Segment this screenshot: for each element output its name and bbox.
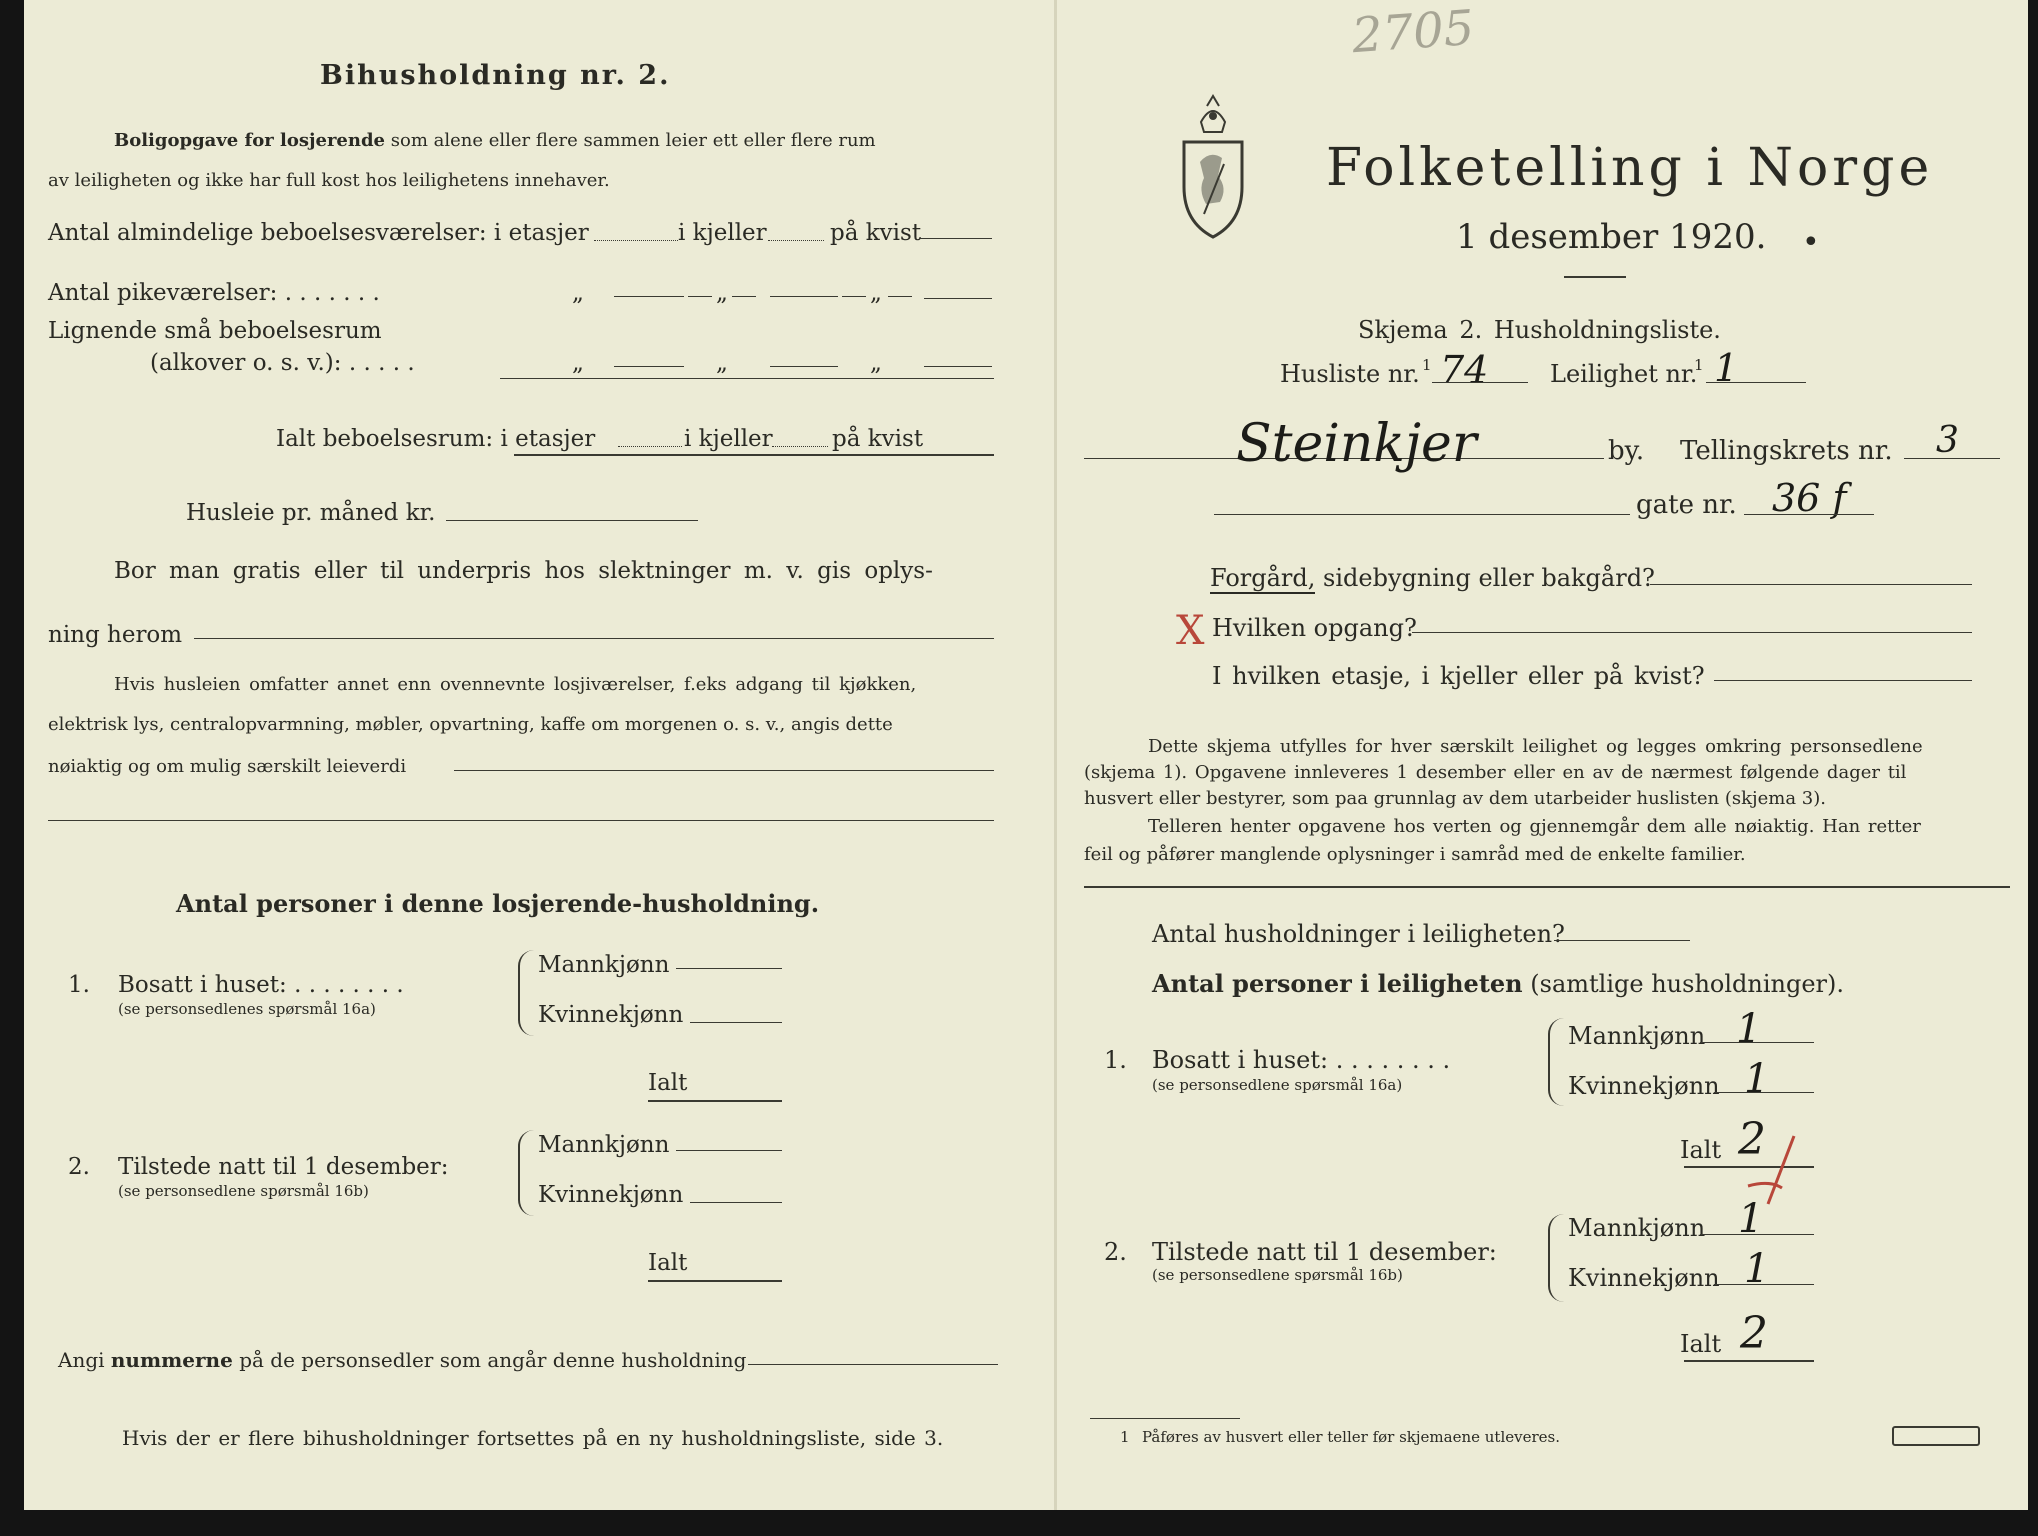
angi-pre: Angi: [58, 1348, 105, 1372]
lign-line-1: [614, 366, 684, 367]
left-q2-ialt-label: Ialt: [648, 1250, 688, 1276]
gratis-line-2: ning herom: [48, 622, 183, 648]
right-q1-kvinne-value: 1: [1744, 1056, 1770, 1102]
printer-stamp: [1892, 1426, 1980, 1446]
left-q2-ialt-line: [648, 1280, 782, 1282]
lign-ditto-2: „: [716, 350, 728, 376]
forgard-fill-line: [1650, 584, 1972, 585]
ialt-kvist-label: på kvist: [832, 426, 924, 452]
pike-dash-3: [842, 296, 866, 297]
gate-value: 36 f: [1772, 476, 1847, 520]
census-date: 1 desember 1920.: [1456, 217, 1767, 257]
left-q1-mann-line: [676, 968, 782, 969]
info-line-2: (skjema 1). Opgavene innleveres 1 desember eller en av de nærmest følgende dager til: [1084, 762, 1907, 783]
intro-bold: Boligopgave for losjerende: [114, 130, 386, 151]
gate-line: [1744, 514, 1874, 515]
right-q2-mann-line: [1700, 1234, 1814, 1235]
right-q2-brace: [1548, 1214, 1564, 1302]
hvis-extra-line: [48, 820, 994, 821]
lign-ditto-3: „: [870, 350, 882, 376]
left-q1-kvinne-label: Kvinnekjønn: [538, 1002, 684, 1028]
pike-dash-2: [732, 296, 756, 297]
right-q1-label: Bosatt i huset: . . . . . . . .: [1152, 1046, 1451, 1074]
footnote-text: Påføres av husvert eller teller før skjemaene utleveres.: [1142, 1428, 1560, 1446]
pike-label: Antal pikeværelser: . . . . . . .: [48, 280, 380, 306]
right-q2-kvinne-value: 1: [1744, 1246, 1770, 1292]
corner-note: 2705: [1350, 0, 1476, 65]
right-persons-rest: (samtlige husholdninger).: [1530, 970, 1845, 998]
angi-rest: på de personsedler som angår denne husholdning: [239, 1348, 747, 1372]
lign-label-1: Lignende små beboelsesrum: [48, 318, 382, 344]
leilighet-footnote-mark: 1: [1694, 356, 1704, 374]
intro-line-1: [114, 132, 876, 150]
gate-label: gate nr.: [1636, 490, 1737, 520]
husleie-label: Husleie pr. måned kr.: [186, 500, 436, 526]
right-q2-ialt-line: [1684, 1360, 1814, 1362]
left-q2-kvinne-label: Kvinnekjønn: [538, 1182, 684, 1208]
left-q2-label: Tilstede natt til 1 desember:: [118, 1154, 449, 1180]
right-persons-line: [1152, 969, 1845, 998]
left-q1-label: Bosatt i huset: . . . . . . . .: [118, 972, 404, 998]
left-q1-kvinne-line: [690, 1022, 782, 1023]
krets-value: 3: [1936, 420, 1959, 461]
forgard-line: [1210, 566, 1655, 590]
husliste-line: [1432, 382, 1528, 383]
coat-of-arms-icon: [1174, 92, 1252, 242]
right-q1-ialt-label: Ialt: [1680, 1136, 1722, 1164]
title-rule: [1564, 276, 1626, 278]
info-line-3: husvert eller bestyrer, som paa grunnlag av dem utarbeider huslisten (skjema 3).: [1084, 788, 1826, 809]
hush-label: Antal husholdninger i leiligheten?: [1152, 920, 1565, 948]
left-q2-brace: [518, 1130, 534, 1216]
left-q2-kvinne-line: [690, 1202, 782, 1203]
intro-line-2: av leiligheten og ikke har full kost hos leilighetens innehaver.: [48, 170, 610, 191]
hvis-line-3: nøiaktig og om mulig særskilt leieverdi: [48, 756, 407, 777]
left-footer: Hvis der er flere bihusholdninger fortsettes på en ny husholdningsliste, side 3.: [122, 1426, 944, 1450]
rooms-kjeller-line: [768, 240, 824, 241]
right-q2-ialt-label: Ialt: [1680, 1330, 1722, 1358]
ialt-etasjer-line: [618, 446, 682, 447]
pike-line-2: [770, 296, 838, 297]
krets-line: [1904, 458, 2000, 459]
hvis-line-3-fill: [454, 770, 994, 771]
leilighet-label: Leilighet nr.: [1550, 360, 1698, 388]
main-title: Folketelling i Norge: [1326, 138, 1934, 198]
ialt-kjeller-line: [772, 446, 828, 447]
pike-ditto-2: „: [716, 280, 728, 306]
rooms-etasjer-line: [594, 240, 678, 241]
red-check-mark: X: [1176, 608, 1205, 654]
rooms-kjeller-label: i kjeller: [678, 220, 767, 246]
rooms-label: Antal almindelige beboelsesværelser: i etasjer: [48, 220, 589, 246]
forgard-rest: sidebygning eller bakgård?: [1323, 564, 1655, 592]
city-value: Steinkjer: [1236, 414, 1477, 474]
date-dot: •: [1802, 225, 1820, 260]
lign-label-2: (alkover o. s. v.): . . . . .: [150, 350, 415, 376]
lign-line-2: [770, 366, 838, 367]
opgang-line: [1412, 632, 1972, 633]
right-q1-sub: (se personsedlene spørsmål 16a): [1152, 1076, 1403, 1094]
footnote-rule: [1090, 1418, 1240, 1419]
section-rule: [1084, 886, 2010, 888]
angi-bold: nummerne: [110, 1348, 233, 1372]
intro-rest: som alene eller flere sammen leier ett eller flere rum: [390, 130, 876, 151]
left-q2-sub: (se personsedlene spørsmål 16b): [118, 1182, 369, 1200]
info-line-1: Dette skjema utfylles for hver særskilt leilighet og legges omkring personsedlene: [1148, 736, 1923, 757]
hush-line: [1554, 940, 1690, 941]
right-q2-kvinne-line: [1714, 1284, 1814, 1285]
left-q1-num: 1.: [68, 972, 90, 998]
ialt-kjeller-label: i kjeller: [684, 426, 773, 452]
forgard-underlined: Forgård,: [1210, 564, 1316, 592]
pike-ditto-1: „: [572, 280, 584, 306]
left-q1-ialt-line: [648, 1100, 782, 1102]
right-q1-mann-line: [1700, 1042, 1814, 1043]
right-q2-kvinne-label: Kvinnekjønn: [1568, 1264, 1720, 1292]
right-q1-mann-label: Mannkjønn: [1568, 1022, 1706, 1050]
gratis-line-1: Bor man gratis eller til underpris hos slektninger m. v. gis oplys-: [114, 558, 933, 584]
rooms-kvist-label: på kvist: [830, 220, 922, 246]
rooms-kvist-line: [920, 238, 992, 239]
leilighet-value: 1: [1714, 346, 1739, 390]
angi-line: [58, 1350, 746, 1370]
pike-ditto-3: „: [870, 280, 882, 306]
right-q2-mann-label: Mannkjønn: [1568, 1214, 1706, 1242]
husliste-footnote-mark: 1: [1422, 356, 1432, 374]
pike-dash-4: [888, 296, 912, 297]
right-q2-num: 2.: [1104, 1238, 1127, 1266]
opgang-label: Hvilken opgang?: [1212, 614, 1417, 642]
hvis-line-1: Hvis husleien omfatter annet enn ovennevnte losjiværelser, f.eks adgang til kjøkken,: [114, 674, 917, 695]
page-fold: [1054, 0, 1057, 1510]
left-q1-sub: (se personsedlenes spørsmål 16a): [118, 1000, 376, 1018]
right-q1-kvinne-line: [1714, 1092, 1814, 1093]
census-form-sheet: [24, 0, 2028, 1510]
gratis-line: [194, 638, 994, 639]
right-q1-num: 1.: [1104, 1046, 1127, 1074]
right-q2-mann-value: 1: [1738, 1196, 1764, 1242]
right-q1-brace: [1548, 1018, 1564, 1106]
right-q2-ialt-value: 2: [1740, 1308, 1768, 1359]
left-q1-mann-label: Mannkjønn: [538, 952, 670, 978]
lign-ditto-1: „: [572, 350, 584, 376]
husleie-line: [446, 520, 698, 521]
left-q2-mann-label: Mannkjønn: [538, 1132, 670, 1158]
lign-underline: [500, 378, 994, 379]
left-heading: Bihusholdning nr. 2.: [320, 60, 671, 91]
husliste-label: Husliste nr.: [1280, 360, 1420, 388]
right-persons-bold: Antal personer i leiligheten: [1152, 969, 1523, 998]
ialt-rooms-underline: [514, 454, 994, 456]
right-q1-kvinne-label: Kvinnekjønn: [1568, 1072, 1720, 1100]
left-q1-brace: [518, 950, 534, 1036]
etasje-line: [1714, 680, 1972, 681]
angi-fill-line: [748, 1364, 998, 1365]
leilighet-line: [1706, 382, 1806, 383]
krets-label: Tellingskrets nr.: [1680, 436, 1893, 466]
left-q1-ialt-label: Ialt: [648, 1070, 688, 1096]
husliste-value: 74: [1440, 348, 1489, 392]
right-q2-label: Tilstede natt til 1 desember:: [1152, 1238, 1497, 1266]
right-q1-mann-value: 1: [1736, 1006, 1762, 1052]
right-q2-sub: (se personsedlene spørsmål 16b): [1152, 1266, 1403, 1284]
etasje-label: I hvilken etasje, i kjeller eller på kvist?: [1212, 662, 1705, 690]
pike-line-3: [924, 298, 992, 299]
pike-line-1: [614, 296, 684, 297]
ialt-rooms-label: Ialt beboelsesrum: i etasjer: [276, 426, 596, 452]
info-line-4: Telleren henter opgavene hos verten og gjennemgår dem alle nøiaktig. Han retter: [1148, 816, 1921, 837]
footnote-num: 1: [1120, 1428, 1130, 1446]
right-q1-ialt-value: 2: [1738, 1114, 1766, 1165]
street-line: [1214, 514, 1630, 515]
left-q2-mann-line: [676, 1150, 782, 1151]
hvis-line-2: elektrisk lys, centralopvarmning, møbler, opvartning, kaffe om morgenen o. s. v., angis dette: [48, 714, 893, 735]
by-label: by.: [1608, 436, 1645, 466]
info-line-5: feil og påfører manglende oplysninger i samråd med de enkelte familier.: [1084, 844, 1746, 865]
pike-dash-1: [688, 296, 712, 297]
left-q2-num: 2.: [68, 1154, 90, 1180]
schema-label: Skjema 2. Husholdningsliste.: [1358, 316, 1721, 344]
lign-line-3: [924, 366, 992, 367]
left-persons-heading: Antal personer i denne losjerende-husholdning.: [176, 889, 820, 918]
